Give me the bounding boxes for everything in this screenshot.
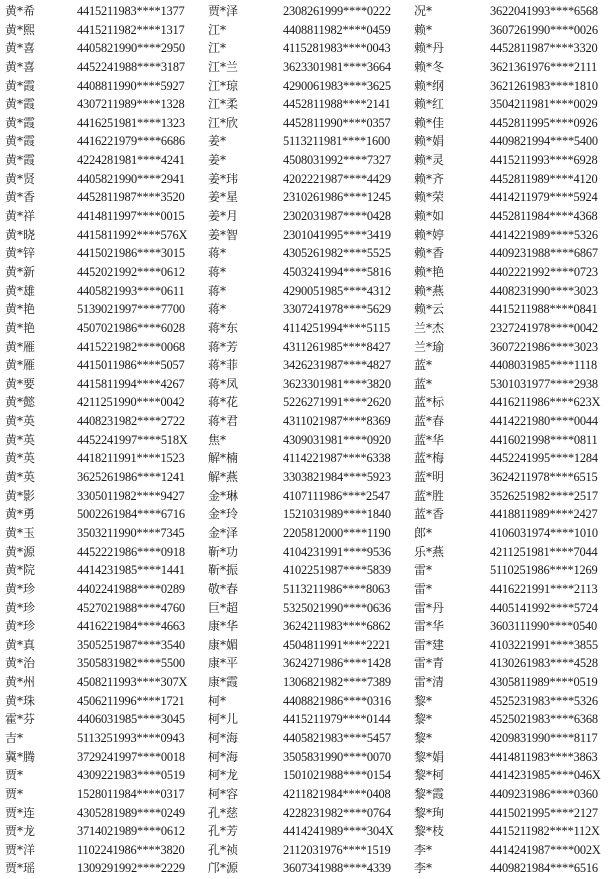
masked-id-number: 4415221982****0068 bbox=[77, 339, 185, 354]
masked-id-number: 4104231991****9536 bbox=[283, 544, 391, 559]
person-name: 孔*祯 bbox=[208, 842, 239, 857]
masked-id-number: 4415211983****1377 bbox=[77, 4, 185, 18]
masked-id-number: 2308261999****0222 bbox=[283, 4, 391, 18]
masked-id-number: 5113251993****0943 bbox=[77, 730, 185, 745]
masked-id-number: 3625261986****1241 bbox=[77, 470, 185, 485]
person-name: 蒋*东 bbox=[208, 320, 239, 335]
masked-id-number: 2205812000****1190 bbox=[283, 525, 391, 540]
person-name: 江*琼 bbox=[208, 78, 239, 93]
masked-id-number: 4409821984****6516 bbox=[490, 861, 598, 876]
person-name: 金*琳 bbox=[208, 488, 239, 503]
masked-id-number: 4415211988****0841 bbox=[490, 302, 598, 317]
person-name: 雷*华 bbox=[414, 619, 445, 634]
masked-id-number: 4408231982****2722 bbox=[77, 414, 185, 429]
masked-id-number: 4290051985****4312 bbox=[283, 283, 391, 298]
person-name: 赖*艳 bbox=[414, 264, 445, 279]
person-name: 雷*青 bbox=[414, 656, 445, 671]
person-name: 贾* bbox=[5, 786, 24, 801]
person-name: 蓝*胜 bbox=[414, 488, 445, 503]
masked-id-number: 4406031985****3045 bbox=[77, 712, 185, 727]
person-name: 赖*如 bbox=[414, 209, 445, 224]
masked-id-number: 1306821982****7389 bbox=[283, 675, 391, 690]
person-name: 黄*影 bbox=[5, 488, 36, 503]
person-name: 蒋* bbox=[208, 246, 227, 261]
person-name: 柯*龙 bbox=[208, 768, 239, 783]
person-name: 贾*泽 bbox=[208, 4, 239, 18]
masked-id-number: 5325021990****0636 bbox=[283, 600, 391, 615]
person-name: 姜*月 bbox=[208, 209, 239, 224]
person-name: 黄*珍 bbox=[5, 581, 36, 596]
person-name: 黄*雁 bbox=[5, 358, 36, 373]
person-name: 江*欣 bbox=[208, 115, 239, 130]
person-name: 江* bbox=[208, 22, 227, 37]
masked-id-number: 3526251982****2517 bbox=[490, 488, 598, 503]
masked-id-number: 4452811990****0357 bbox=[283, 115, 391, 130]
masked-id-number: 4408821986****0316 bbox=[283, 693, 391, 708]
person-name: 蓝* bbox=[414, 376, 433, 391]
person-name: 黄*英 bbox=[5, 414, 36, 429]
masked-id-number: 4414221989****5326 bbox=[490, 227, 598, 242]
person-name: 黎*霞 bbox=[414, 786, 445, 801]
masked-id-number: 4414211979****5924 bbox=[490, 190, 598, 205]
masked-id-number: 4402221992****0723 bbox=[490, 264, 598, 279]
person-name: 黄*霞 bbox=[5, 153, 36, 168]
masked-id-number: 2302031987****0428 bbox=[283, 209, 391, 224]
masked-id-number: 3622041993****6568 bbox=[490, 4, 598, 18]
masked-id-number: 4102251987****5839 bbox=[283, 563, 391, 578]
person-name: 焦* bbox=[208, 432, 227, 447]
person-name: 柯* bbox=[208, 693, 227, 708]
masked-id-number: 3307241978****5629 bbox=[283, 302, 391, 317]
masked-id-number: 4504811991****2221 bbox=[283, 637, 391, 652]
person-name: 蒋* bbox=[208, 264, 227, 279]
person-name: 黄*锌 bbox=[5, 246, 36, 261]
masked-id-number: 4414811983****3863 bbox=[490, 749, 598, 764]
person-name: 黄*喜 bbox=[5, 41, 36, 56]
masked-id-number: 3624271986****1428 bbox=[283, 656, 391, 671]
person-name: 蒋*花 bbox=[208, 395, 239, 410]
masked-id-number: 4418811989****2427 bbox=[490, 507, 598, 522]
masked-id-number: 3607341988****4339 bbox=[283, 861, 391, 876]
person-name: 黎*柯 bbox=[414, 768, 445, 783]
person-name: 黄*霞 bbox=[5, 134, 36, 149]
masked-id-number: 2327241978****0042 bbox=[490, 320, 598, 335]
masked-id-number: 4527021988****4760 bbox=[77, 600, 185, 615]
masked-id-number: 3505251987****3540 bbox=[77, 637, 185, 652]
masked-id-number: 4415811992****576X bbox=[77, 227, 188, 242]
masked-id-number: 4415211993****6928 bbox=[490, 153, 598, 168]
person-name: 蒋*君 bbox=[208, 414, 239, 429]
person-name: 黄*霞 bbox=[5, 97, 36, 112]
person-name: 姜*玮 bbox=[208, 171, 239, 186]
person-name: 康*霞 bbox=[208, 675, 239, 690]
person-name: 江* bbox=[208, 41, 227, 56]
masked-id-number: 4408031985****1118 bbox=[490, 358, 597, 373]
person-name: 贾*龙 bbox=[5, 824, 36, 839]
person-name: 赖*灵 bbox=[414, 153, 445, 168]
masked-id-number: 4525021983****6368 bbox=[490, 712, 598, 727]
masked-id-number: 3505831990****0070 bbox=[283, 749, 391, 764]
person-name: 雷*丹 bbox=[414, 600, 445, 615]
person-name: 黄*治 bbox=[5, 656, 36, 671]
masked-id-number: 3623301981****3820 bbox=[283, 376, 391, 391]
masked-id-number: 3621261983****1810 bbox=[490, 78, 598, 93]
person-name: 黎*枝 bbox=[414, 824, 445, 839]
person-name: 黄*要 bbox=[5, 376, 36, 391]
masked-id-number: 4405821993****0611 bbox=[77, 283, 185, 298]
person-name: 赖* bbox=[414, 22, 433, 37]
person-name: 兰*杰 bbox=[414, 320, 445, 335]
person-name: 黄*珍 bbox=[5, 600, 36, 615]
masked-id-number: 4409821994****5400 bbox=[490, 134, 598, 149]
person-name: 黄*懿 bbox=[5, 395, 36, 410]
masked-id-number: 4290061983****3625 bbox=[283, 78, 391, 93]
masked-id-number: 3505831982****5500 bbox=[77, 656, 185, 671]
person-name: 姜* bbox=[208, 134, 227, 149]
masked-id-number: 4416251981****1323 bbox=[77, 115, 185, 130]
masked-id-number: 4416021998****0811 bbox=[490, 432, 598, 447]
masked-id-number: 4405141992****5724 bbox=[490, 600, 598, 615]
person-name: 黄*源 bbox=[5, 544, 36, 559]
person-name: 黄*英 bbox=[5, 432, 36, 447]
person-name: 黄*新 bbox=[5, 264, 36, 279]
masked-id-number: 4416221979****6686 bbox=[77, 134, 185, 149]
person-name: 乐*燕 bbox=[414, 544, 445, 559]
person-name: 黄*香 bbox=[5, 190, 36, 205]
person-name: 霍*芬 bbox=[5, 712, 36, 727]
masked-id-number: 4452241997****518X bbox=[77, 432, 188, 447]
person-name: 黄*贤 bbox=[5, 171, 36, 186]
person-name: 赖*纲 bbox=[414, 78, 445, 93]
person-name: 蓝*华 bbox=[414, 432, 445, 447]
masked-id-number: 4305811989****0519 bbox=[490, 675, 598, 690]
masked-id-number: 4106031974****1010 bbox=[490, 525, 598, 540]
masked-id-number: 4309221983****0519 bbox=[77, 768, 185, 783]
person-name: 黄*雄 bbox=[5, 283, 36, 298]
masked-id-number: 4416221991****2113 bbox=[490, 581, 598, 596]
person-name: 靳*振 bbox=[208, 563, 239, 578]
person-name: 赖*香 bbox=[414, 246, 445, 261]
person-name: 蓝*标 bbox=[414, 395, 445, 410]
person-name: 雷* bbox=[414, 581, 433, 596]
person-name: 金*玲 bbox=[208, 507, 239, 522]
masked-id-number: 4507021986****6028 bbox=[77, 320, 185, 335]
person-name: 孔*芳 bbox=[208, 824, 239, 839]
masked-id-number: 4405821983****5457 bbox=[283, 730, 391, 745]
person-name: 黎*娟 bbox=[414, 749, 445, 764]
person-name: 孔*慈 bbox=[208, 805, 239, 820]
masked-id-number: 3303821984****5923 bbox=[283, 470, 391, 485]
masked-id-number: 4405821990****2950 bbox=[77, 41, 185, 56]
person-name: 兰*瑜 bbox=[414, 339, 445, 354]
person-name: 解*燕 bbox=[208, 470, 239, 485]
masked-id-number: 4508211993****307X bbox=[77, 675, 188, 690]
person-name: 康*媚 bbox=[208, 637, 239, 652]
masked-id-number: 4405821990****2941 bbox=[77, 171, 185, 186]
masked-id-number: 4414221980****0044 bbox=[490, 414, 598, 429]
masked-id-number: 4508031992****7327 bbox=[283, 153, 391, 168]
person-name: 黎* bbox=[414, 712, 433, 727]
person-name: 康*平 bbox=[208, 656, 239, 671]
masked-id-number: 3623301981****3664 bbox=[283, 59, 391, 74]
masked-id-number: 4224281981****4241 bbox=[77, 153, 185, 168]
person-name: 贾* bbox=[5, 768, 24, 783]
masked-id-number: 2112031976****1519 bbox=[283, 842, 391, 857]
person-name: 况* bbox=[414, 4, 433, 18]
masked-id-number: 4311021987****8369 bbox=[283, 414, 391, 429]
person-name: 黎*珣 bbox=[414, 805, 445, 820]
person-name: 赖*荣 bbox=[414, 190, 445, 205]
person-name: 黄*晓 bbox=[5, 227, 36, 242]
person-name: 蒋*菲 bbox=[208, 358, 239, 373]
person-name: 贾*洋 bbox=[5, 842, 36, 857]
masked-id-number: 3624211978****6515 bbox=[490, 470, 598, 485]
masked-id-number: 4211251990****0042 bbox=[77, 395, 185, 410]
masked-id-number: 4103221991****3855 bbox=[490, 637, 598, 652]
person-name: 赖*婷 bbox=[414, 227, 445, 242]
masked-id-number: 4414231985****046X bbox=[490, 768, 601, 783]
masked-id-number: 5139021997****7700 bbox=[77, 302, 185, 317]
person-name: 黄*希 bbox=[5, 4, 36, 18]
masked-id-number: 4202221987****4429 bbox=[283, 171, 391, 186]
person-name: 黄*真 bbox=[5, 637, 36, 652]
person-name: 蒋*凤 bbox=[208, 376, 239, 391]
masked-id-number: 3503211990****7345 bbox=[77, 525, 185, 540]
masked-id-number: 1501021988****0154 bbox=[283, 768, 391, 783]
masked-id-number: 4402241988****0289 bbox=[77, 581, 185, 596]
masked-id-number: 3603111990****0540 bbox=[490, 619, 597, 634]
masked-id-number: 4107111986****2547 bbox=[283, 488, 390, 503]
person-name: 黄*霞 bbox=[5, 78, 36, 93]
person-name: 黄*熙 bbox=[5, 22, 36, 37]
person-name: 赖*丹 bbox=[414, 41, 445, 56]
person-name: 江*兰 bbox=[208, 59, 239, 74]
person-name: 敬*春 bbox=[208, 581, 239, 596]
person-name: 姜*智 bbox=[208, 227, 239, 242]
person-name: 雷* bbox=[414, 563, 433, 578]
person-name: 赖*燕 bbox=[414, 283, 445, 298]
masked-id-number: 4452811989****4120 bbox=[490, 171, 598, 186]
person-name: 柯*儿 bbox=[208, 712, 239, 727]
masked-id-number: 4415211982****1317 bbox=[77, 22, 185, 37]
masked-id-number: 1521031989****1840 bbox=[283, 507, 391, 522]
masked-id-number: 5110251986****1269 bbox=[490, 563, 598, 578]
masked-id-number: 3607261990****0026 bbox=[490, 22, 598, 37]
person-name: 黄*珍 bbox=[5, 619, 36, 634]
person-name: 黄*喜 bbox=[5, 59, 36, 74]
masked-id-number: 4130261983****4528 bbox=[490, 656, 598, 671]
person-name: 邝*源 bbox=[208, 861, 239, 876]
person-name: 黄*珠 bbox=[5, 693, 36, 708]
masked-id-number: 4418211991****1523 bbox=[77, 451, 185, 466]
person-name: 金*泽 bbox=[208, 525, 239, 540]
person-name: 康*华 bbox=[208, 619, 239, 634]
masked-id-number: 4415211979****0144 bbox=[283, 712, 391, 727]
masked-id-number: 5113211986****8063 bbox=[283, 581, 390, 596]
masked-id-number: 4414811997****0015 bbox=[77, 209, 185, 224]
person-name: 赖*佳 bbox=[414, 115, 445, 130]
person-name: 赖*冬 bbox=[414, 59, 445, 74]
masked-id-number: 4305261982****5525 bbox=[283, 246, 391, 261]
masked-id-number: 4415011986****5057 bbox=[77, 358, 185, 373]
masked-id-number: 3426231987****4827 bbox=[283, 358, 391, 373]
person-name: 蓝* bbox=[414, 358, 433, 373]
masked-id-number: 4416211986****623X bbox=[490, 395, 601, 410]
person-name: 黄*祥 bbox=[5, 209, 36, 224]
person-name: 黄*艳 bbox=[5, 302, 36, 317]
person-name: 柯*容 bbox=[208, 786, 239, 801]
person-name: 郎* bbox=[414, 525, 433, 540]
masked-id-number: 4209831990****8117 bbox=[490, 730, 598, 745]
person-name: 姜*星 bbox=[208, 190, 239, 205]
person-name: 柯*海 bbox=[208, 749, 239, 764]
masked-id-number: 3607221986****3023 bbox=[490, 339, 598, 354]
masked-id-number: 1309291992****2229 bbox=[77, 861, 185, 876]
masked-id-number: 4452811987****3320 bbox=[490, 41, 598, 56]
masked-id-number: 4452811987****3520 bbox=[77, 190, 185, 205]
masked-id-number: 4114251994****5115 bbox=[283, 320, 390, 335]
person-name: 蓝*梅 bbox=[414, 451, 445, 466]
person-name: 黄*州 bbox=[5, 675, 36, 690]
masked-id-number: 4307211989****1328 bbox=[77, 97, 185, 112]
person-name: 黄*艳 bbox=[5, 320, 36, 335]
person-name: 赖*云 bbox=[414, 302, 445, 317]
masked-id-number: 4415811994****4267 bbox=[77, 376, 185, 391]
person-name: 蓝*香 bbox=[414, 507, 445, 522]
masked-id-number: 4211821984****0408 bbox=[283, 786, 391, 801]
person-name: 黄*玉 bbox=[5, 525, 36, 540]
masked-id-number: 3621361976****2111 bbox=[490, 59, 597, 74]
masked-id-number: 4408811990****5927 bbox=[77, 78, 185, 93]
person-name: 赖*红 bbox=[414, 97, 445, 112]
masked-id-number: 4452021992****0612 bbox=[77, 264, 185, 279]
masked-id-number: 4506211996****1721 bbox=[77, 693, 185, 708]
masked-id-number: 3504211981****0029 bbox=[490, 97, 598, 112]
masked-id-number: 4309031981****0920 bbox=[283, 432, 391, 447]
masked-id-number: 4452811988****2141 bbox=[283, 97, 391, 112]
person-name: 蒋*芳 bbox=[208, 339, 239, 354]
masked-id-number: 4114221987****6338 bbox=[283, 451, 391, 466]
person-name: 江*柔 bbox=[208, 97, 239, 112]
person-name: 蓝*春 bbox=[414, 414, 445, 429]
masked-id-number: 1102241986****3820 bbox=[77, 842, 185, 857]
masked-id-number: 3729241997****0018 bbox=[77, 749, 185, 764]
masked-id-number: 4211251981****7044 bbox=[490, 544, 598, 559]
masked-id-number: 3714021989****0612 bbox=[77, 824, 185, 839]
masked-id-number: 4415211982****112X bbox=[490, 824, 600, 839]
masked-id-number: 5002261984****6716 bbox=[77, 507, 185, 522]
person-name: 贾*连 bbox=[5, 805, 36, 820]
masked-id-number: 4115281983****0043 bbox=[283, 41, 391, 56]
person-name: 赖*齐 bbox=[414, 171, 445, 186]
masked-id-number: 4525231983****5326 bbox=[490, 693, 598, 708]
masked-id-number: 4452221986****0918 bbox=[77, 544, 185, 559]
masked-id-number: 4414241987****002X bbox=[490, 842, 601, 857]
masked-id-number: 3624211983****6862 bbox=[283, 619, 391, 634]
person-name: 雷*建 bbox=[414, 637, 445, 652]
masked-id-number: 4414241989****304X bbox=[283, 824, 394, 839]
masked-id-number: 5226271991****2620 bbox=[283, 395, 391, 410]
person-name: 赖*娟 bbox=[414, 134, 445, 149]
person-name: 蒋* bbox=[208, 283, 227, 298]
person-name: 柯*海 bbox=[208, 730, 239, 745]
person-name: 姜* bbox=[208, 153, 227, 168]
person-name: 李* bbox=[414, 861, 433, 876]
masked-id-number: 4305281989****0249 bbox=[77, 805, 185, 820]
person-name: 黎* bbox=[414, 693, 433, 708]
person-name: 吉* bbox=[5, 730, 24, 745]
person-name: 蓝*明 bbox=[414, 470, 445, 485]
masked-id-number: 4415021986****3015 bbox=[77, 246, 185, 261]
masked-id-number: 1528011984****0317 bbox=[77, 786, 185, 801]
person-name: 巨*超 bbox=[208, 600, 239, 615]
person-name: 冀*腾 bbox=[5, 749, 36, 764]
person-name: 蒋* bbox=[208, 302, 227, 317]
masked-id-number: 4452241995****1284 bbox=[490, 451, 598, 466]
person-name: 李* bbox=[414, 842, 433, 857]
person-name: 贾*瑶 bbox=[5, 861, 36, 876]
masked-id-number: 4452811995****0926 bbox=[490, 115, 598, 130]
person-name: 黄*霞 bbox=[5, 115, 36, 130]
person-name: 解*楠 bbox=[208, 451, 239, 466]
person-name: 黎* bbox=[414, 730, 433, 745]
masked-id-number: 4409231986****0360 bbox=[490, 786, 598, 801]
masked-id-number: 2310261986****1245 bbox=[283, 190, 391, 205]
person-name: 黄*英 bbox=[5, 451, 36, 466]
masked-id-number: 4311261985****8427 bbox=[283, 339, 391, 354]
masked-id-number: 4408811982****0459 bbox=[283, 22, 391, 37]
masked-id-number: 4452241988****3187 bbox=[77, 59, 185, 74]
person-name: 雷*清 bbox=[414, 675, 445, 690]
masked-id-number: 4408231990****3023 bbox=[490, 283, 598, 298]
person-name: 黄*院 bbox=[5, 563, 36, 578]
masked-id-number: 4416221984****4663 bbox=[77, 619, 185, 634]
masked-id-number: 3305011982****9427 bbox=[77, 488, 185, 503]
masked-id-number: 5113211981****1600 bbox=[283, 134, 390, 149]
masked-id-number: 5301031977****2938 bbox=[490, 376, 598, 391]
masked-id-number: 4409231988****6867 bbox=[490, 246, 598, 261]
masked-id-number: 4228231982****0764 bbox=[283, 805, 391, 820]
person-name: 靳*功 bbox=[208, 544, 239, 559]
person-name: 黄*勇 bbox=[5, 507, 36, 522]
person-name: 黄*英 bbox=[5, 470, 36, 485]
masked-id-number: 4503241994****5816 bbox=[283, 264, 391, 279]
masked-id-number: 2301041995****3419 bbox=[283, 227, 391, 242]
person-name: 黄*雁 bbox=[5, 339, 36, 354]
masked-id-number: 4415021995****2127 bbox=[490, 805, 598, 820]
masked-id-number: 4414231985****1441 bbox=[77, 563, 185, 578]
masked-id-number: 4452811984****4368 bbox=[490, 209, 598, 224]
